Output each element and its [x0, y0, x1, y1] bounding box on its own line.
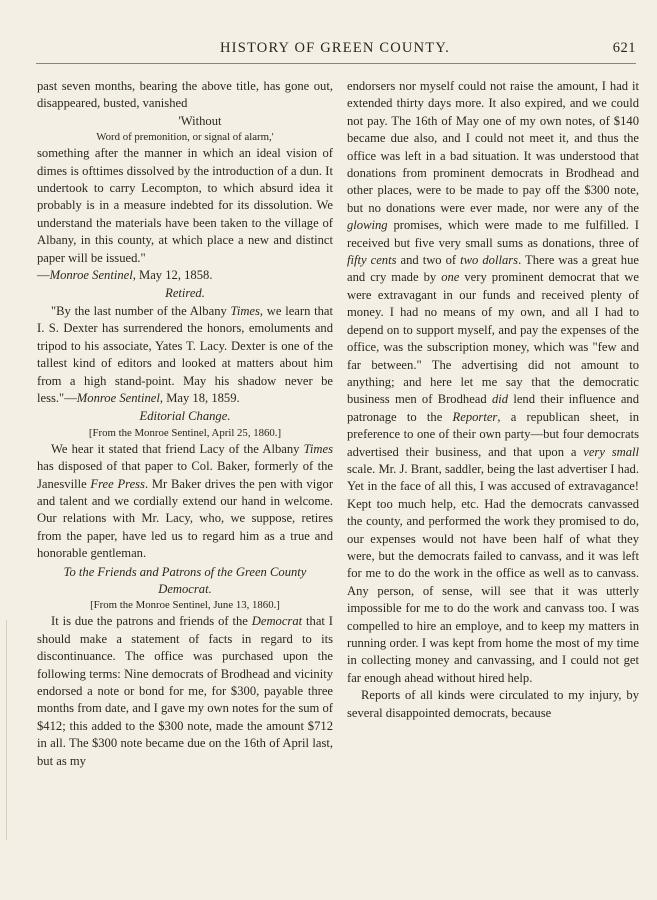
paragraph-text: , a republican sheet, in preference to one of their own party—but four democrats advertised their business, and that upon a: [347, 409, 639, 459]
paragraph-text: something after the manner in which an ideal vision of dimes is ofttimes dissolved by the introduction of a dun. It undertook to carry Lecompton, to which absurd idea it probably is in a measure indebted for its dissolution. We understand the materials have been taken to the village of Albany, in this county, at which place a new and distinct paper will be issued.": [37, 146, 333, 265]
paper-name: Free Press: [90, 476, 145, 491]
quote-line: Word of premonition, or signal of alarm,': [96, 131, 274, 144]
running-title: HISTORY OF GREEN COUNTY.: [220, 40, 450, 56]
page-number: 621: [612, 40, 636, 56]
paragraph: Reports of all kinds were circulated to my injury, by several disappointed democrats, because: [347, 688, 639, 720]
source-note: [From the Monroe Sentinel, June 13, 1860.]: [90, 599, 280, 612]
emphasis: did: [491, 392, 509, 407]
running-header: [34, 40, 636, 60]
emphasis: very small: [583, 444, 640, 459]
section-heading: Retired.: [165, 286, 205, 301]
source-note: [From the Monroe Sentinel, April 25, 1860.]: [88, 426, 282, 439]
paragraph-text: and two of: [396, 253, 461, 268]
paragraph-text: very prominent democrat that we were extravagant in our funds and received plenty of money. I had no means of my own, and all I had to depend on to support myself, and pay the expenses of the office, was the subscription money, which was "few and far between." The advertising did not amount to anything; and here let me say that the democratic business men of Brodhead: [347, 270, 639, 407]
paragraph-text: It is due the patrons and friends of the: [51, 614, 252, 629]
right-column: [347, 78, 639, 722]
paragraph-text: lend their influence and patronage to the: [347, 392, 639, 424]
header-rule: [36, 63, 636, 64]
citation-source: Monroe Sentinel: [76, 390, 160, 405]
citation-date: , May 12, 1858.: [132, 268, 213, 283]
citation-dash: —: [37, 268, 50, 283]
paragraph: [37, 145, 333, 284]
emphasis: fifty cents: [347, 253, 397, 268]
paper-name: Reporter: [452, 409, 498, 424]
section-heading: Editorial Change.: [139, 409, 231, 424]
page-edge-mark: [6, 620, 7, 840]
paper-name: Times: [303, 441, 333, 456]
paragraph: [37, 303, 333, 407]
paragraph-text: , we learn that I. S. Dexter has surrendered the honors, emoluments and tripod to his associate, Yates T. Lacy. Dexter is one of the tallest kind of editors and looked at matters about him from a high stand-point. May his shadow never be less.": [37, 303, 333, 405]
paragraph: past seven months, bearing the above title, has gone out, disappeared, busted, vanished: [37, 79, 333, 111]
paragraph-text: promises, which were made to me fulfilled. I received but five very small sums as donations, three of: [347, 218, 639, 250]
paragraph-text: endorsers nor myself could not raise the amount, I had it extended thirty days more. It also expired, and we could not pay. The 16th of May one of my own notes, of $140 became due also, and I could not meet it, and thus the office was left in a bad situation. It was understood that donations from prominent democrats in Brodhead and other places, were to be made to pay off the $300 note, but no donations were ever made, nor were any of the: [347, 79, 639, 215]
emphasis: two dollars: [460, 253, 519, 268]
paragraph: [37, 441, 333, 563]
paragraph-text: "By the last number of the Albany: [51, 303, 231, 318]
citation-source: Monroe Sentinel: [49, 268, 133, 283]
paper-name: Times: [230, 303, 260, 318]
paragraph: [347, 78, 639, 687]
paragraph-text: has disposed of that paper to Col. Baker, formerly of the Janesville: [37, 459, 333, 491]
citation-date: , May 18, 1859.: [159, 390, 240, 405]
section-heading: To the Friends and Patrons of the Green County Democrat.: [63, 564, 307, 596]
emphasis: glowing: [347, 218, 388, 233]
paper-name: Democrat: [251, 614, 303, 629]
paragraph-text: that I should make a statement of facts in regard to its discontinuance. The office was purchased upon the following terms: Nine democrats of Brodhead and vicinity endorsed a note or bond for me, for $300, payable three months from date, and I gave my own notes for the sum of $412; this added to the $300 note, made the amount $712 in all. The $300 note became due on the 16th of April last, but as my: [37, 614, 333, 768]
emphasis: one: [441, 270, 460, 285]
citation-dash: —: [64, 390, 77, 405]
paragraph-text: . Mr Baker drives the pen with vigor and talent and we cordially extend our hand in welcome. Our relations with Mr. Lacy, who, we suppose, retires from the paper, have led us to regard him as a true and honorable gentleman.: [37, 476, 334, 561]
paragraph-text: We hear it stated that friend Lacy of the Albany: [51, 441, 304, 456]
quote-line: 'Without: [178, 113, 222, 128]
paragraph: [37, 613, 333, 770]
paragraph-text: . There was a great hue and cry made by: [347, 253, 639, 285]
paragraph-text: scale. Mr. J. Brant, saddler, being the last advertiser I had. Yet in the face of all this, I was accused of extravagance! Kept too much help, etc. Had the democrats canvassed the county, and performed the work they promised to do, our expenses would not have been half of what they were, but the democrats failed to canvass, and it was left for me to do the work in the office as well as to canvass. Any person, of sense, will see that it was utterly impossible for me to do the work and canvass too. I was compelled to hire an employe, and to keep my matters in running order. I was kept from home the most of my time in collecting money and canvassing, and I could not get far enough ahead without hired help.: [347, 461, 639, 685]
left-column: [37, 78, 333, 770]
